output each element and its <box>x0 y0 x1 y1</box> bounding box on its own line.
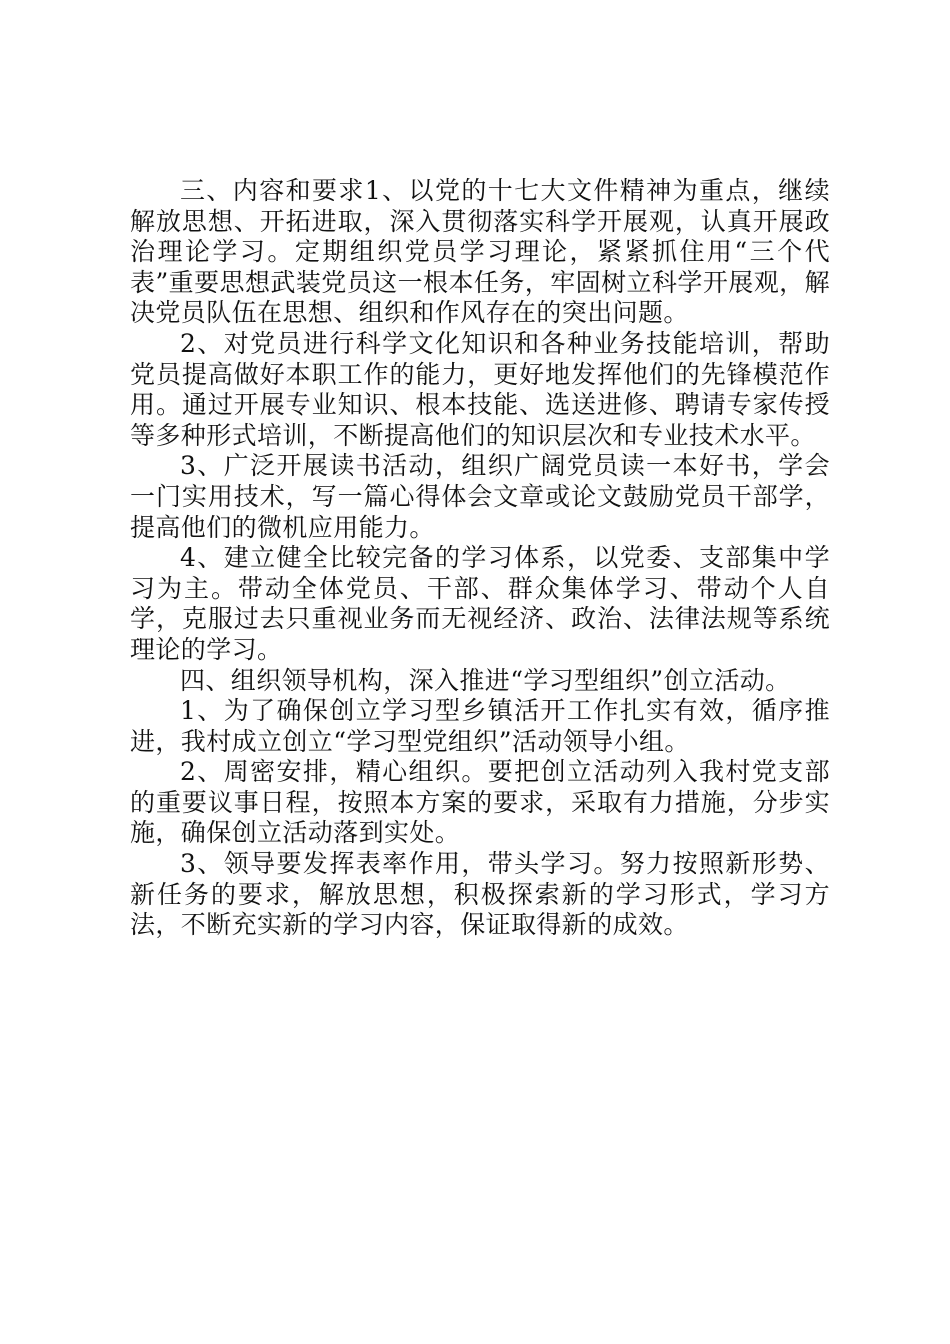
paragraph-section-4-item-1: 1、为了确保创立学习型乡镇活开工作扎实有效，循序推进，我村成立创立“学习型党组织”活动领导小组。 <box>130 696 830 756</box>
paragraph-section-3-item-3: 3、广泛开展读书活动，组织广阔党员读一本好书，学会一门实用技术，写一篇心得体会文章或论文鼓励党员干部学，提高他们的微机应用能力。 <box>130 451 830 542</box>
paragraph-section-3-item-1: 三、内容和要求1、以党的十七大文件精神为重点，继续解放思想、开拓进取，深入贯彻落实科学开展观，认真开展政治理论学习。定期组织党员学习理论，紧紧抓住用“三个代表”重要思想武装党员这一根本任务，牢固树立科学开展观，解决党员队伍在思想、组织和作风存在的突出问题。 <box>130 176 830 328</box>
paragraph-section-4-item-3: 3、领导要发挥表率作用，带头学习。努力按照新形势、新任务的要求，解放思想，积极探索新的学习形式，学习方法，不断充实新的学习内容，保证取得新的成效。 <box>130 849 830 940</box>
paragraph-section-3-item-4: 4、建立健全比较完备的学习体系，以党委、支部集中学习为主。带动全体党员、干部、群众集体学习、带动个人自学，克服过去只重视业务而无视经济、政治、法律法规等系统理论的学习。 <box>130 543 830 664</box>
paragraph-section-4-item-2: 2、周密安排，精心组织。要把创立活动列入我村党支部的重要议事日程，按照本方案的要求，采取有力措施，分步实施，确保创立活动落到实处。 <box>130 757 830 848</box>
document-body <box>130 176 830 941</box>
paragraph-section-4-heading: 四、组织领导机构，深入推进“学习型组织”创立活动。 <box>180 665 791 695</box>
paragraph-section-3-item-2: 2、对党员进行科学文化知识和各种业务技能培训，帮助党员提高做好本职工作的能力，更好地发挥他们的先锋模范作用。通过开展专业知识、根本技能、选送进修、聘请专家传授等多种形式培训，不断提高他们的知识层次和专业技术水平。 <box>130 328 830 450</box>
